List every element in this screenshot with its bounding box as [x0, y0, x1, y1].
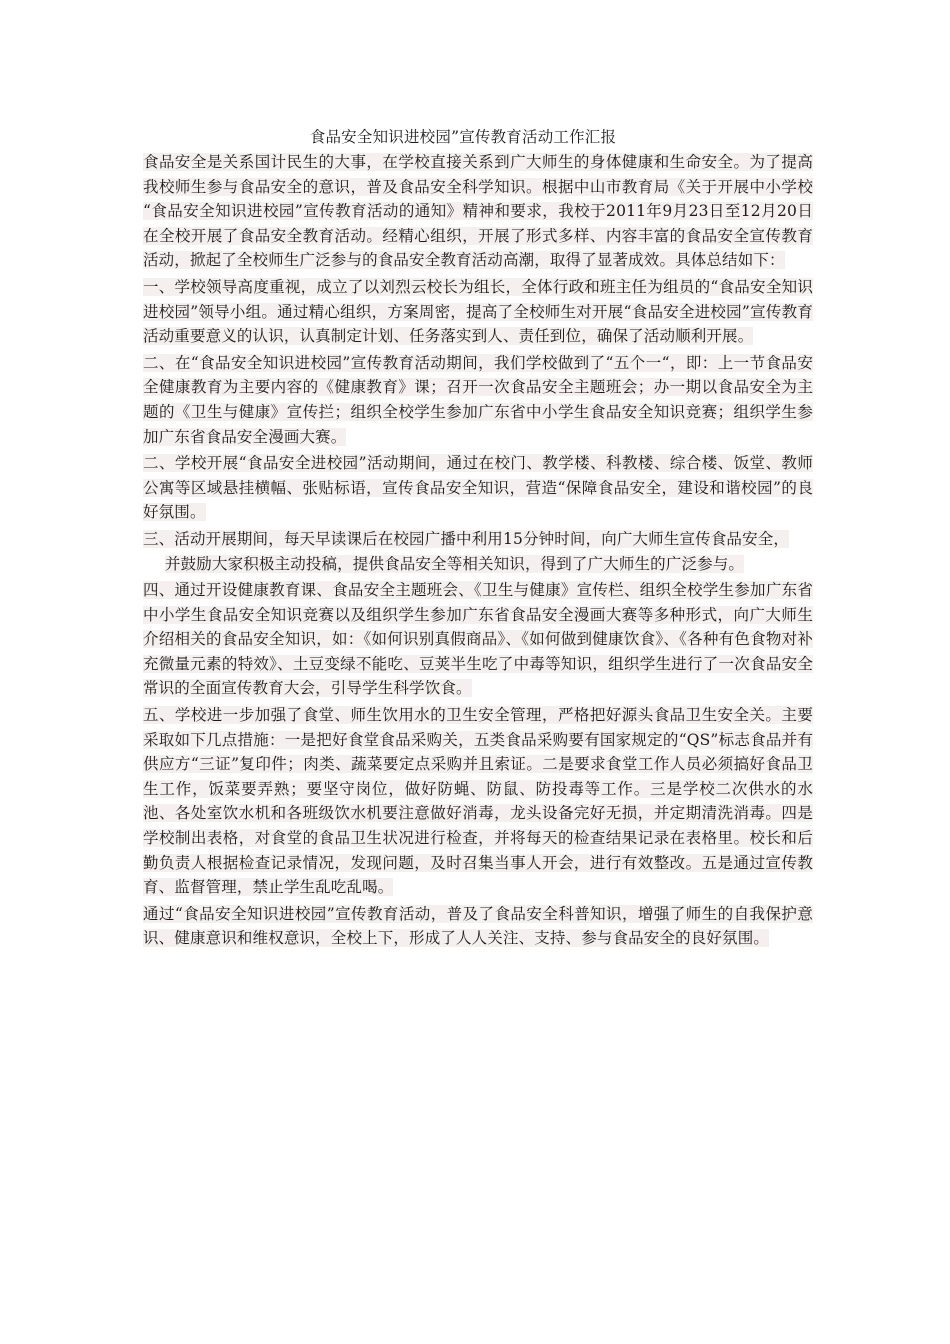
paragraph-section-1-text: 一、学校领导高度重视，成立了以刘烈云校长为组长，全体行政和班主任为组员的“食品安全知识进校园”领导小组。通过精心组织，方案周密，提高了全校师生对开展“食品安全进校园”宣传教育活动重要意义的认识，认真制定计划、任务落实到人、责任到位，确保了活动顺利开展。 — [143, 277, 813, 346]
paragraph-section-2b — [143, 451, 813, 525]
paragraph-section-2-text: 二、在“食品安全知识进校园”宣传教育活动期间，我们学校做到了“五个一“，即：上一节食品安全健康教育为主要内容的《健康教育》课；召开一次食品安全主题班会；办一期以食品安全为主题的《卫生与健康》宣传拦；组织全校学生参加广东省中小学生食品安全知识竞赛；组织学生参加广东省食品安全漫画大赛。 — [143, 353, 813, 446]
paragraph-section-2 — [143, 351, 813, 449]
paragraph-section-2b-text: 二、学校开展“食品安全进校园”活动期间，通过在校门、教学楼、科教楼、综合楼、饭堂、教师公寓等区域悬挂横幅、张贴标语，宣传食品安全知识，营造“保障食品安全，建设和谐校园”的良好氛围。 — [143, 454, 813, 522]
paragraph-section-3 — [143, 527, 813, 576]
document-page — [143, 126, 813, 953]
paragraph-section-5 — [143, 703, 813, 900]
paragraph-section-3-line1: 三、活动开展期间，每天早读课后在校园广播中利用15分钟时间，向广大师生宣传食品安全， — [143, 529, 790, 548]
paragraph-section-5-text: 五、学校进一步加强了食堂、师生饮用水的卫生安全管理，严格把好源头食品卫生安全关。主要采取如下几点措施：一是把好食堂食品采购关，五类食品采购要有国家规定的“QS”标志食品并有供应方“三证”复印件；肉类、蔬菜要定点采购并且索证。二是要求食堂工作人员必须搞好食品卫生工作，饭菜要弄熟；要坚守岗位，做好防蝇、防鼠、防投毒等工作。三是学校二次供水的水池、各处室饮水机和各班级饮水机要注意做好消毒，龙头设备完好无损，并定期清洗消毒。四是学校制出表格，对食堂的食品卫生状况进行检查，并将每天的检查结果记录在表格里。校长和后勤负责人根据检查记录情况，发现问题，及时召集当事人开会，进行有效整改。五是通过宣传教育、监督管理，禁止学生乱吃乱喝。 — [143, 706, 813, 897]
paragraph-conclusion-text: 通过“食品安全知识进校园”宣传教育活动，普及了食品安全科普知识，增强了师生的自我保护意识、健康意识和维权意识，全校上下，形成了人人关注、支持、参与食品安全的良好氛围。 — [143, 904, 813, 948]
document-title: 食品安全知识进校园”宣传教育活动工作汇报 — [309, 128, 617, 146]
paragraph-conclusion — [143, 902, 813, 951]
paragraph-intro-text: 食品安全是关系国计民生的大事，在学校直接关系到广大师生的身体健康和生命安全。为了提高我校师生参与食品安全的意识，普及食品安全科学知识。根据中山市教育局《关于开展中小学校 “食品安全知识进校园”宣传教育活动的通知》精神和要求，我校于2011年9月23日至12月20日在全校开展了食品安全教育活动。经精心组织，开展了形式多样、内容丰富的食品安全宣传教育活动，掀起了全校师生广泛参与的食品安全教育活动高潮，取得了显著成效。具体总结如下： — [143, 153, 813, 270]
paragraph-section-4-text: 四、通过开设健康教育课、食品安全主题班会、《卫生与健康》宣传栏、组织全校学生参加广东省中小学生食品安全知识竞赛以及组织学生参加广东省食品安全漫画大赛等多种形式，向广大师生介绍相关的食品安全知识，如：《如何识别真假商品》、《如何做到健康饮食》、《各种有色食物对补充微量元素的特效》、土豆变绿不能吃、豆荚半生吃了中毒等知识，组织学生进行了一次食品安全常识的全面宣传教育大会，引导学生科学饮食。 — [143, 581, 813, 698]
paragraph-section-4 — [143, 578, 813, 701]
paragraph-section-3-line2: 并鼓励大家积极主动投稿，提供食品安全等相关知识，得到了广大师生的广泛参与。 — [165, 554, 745, 573]
paragraph-intro — [143, 150, 813, 273]
paragraph-section-1 — [143, 275, 813, 349]
